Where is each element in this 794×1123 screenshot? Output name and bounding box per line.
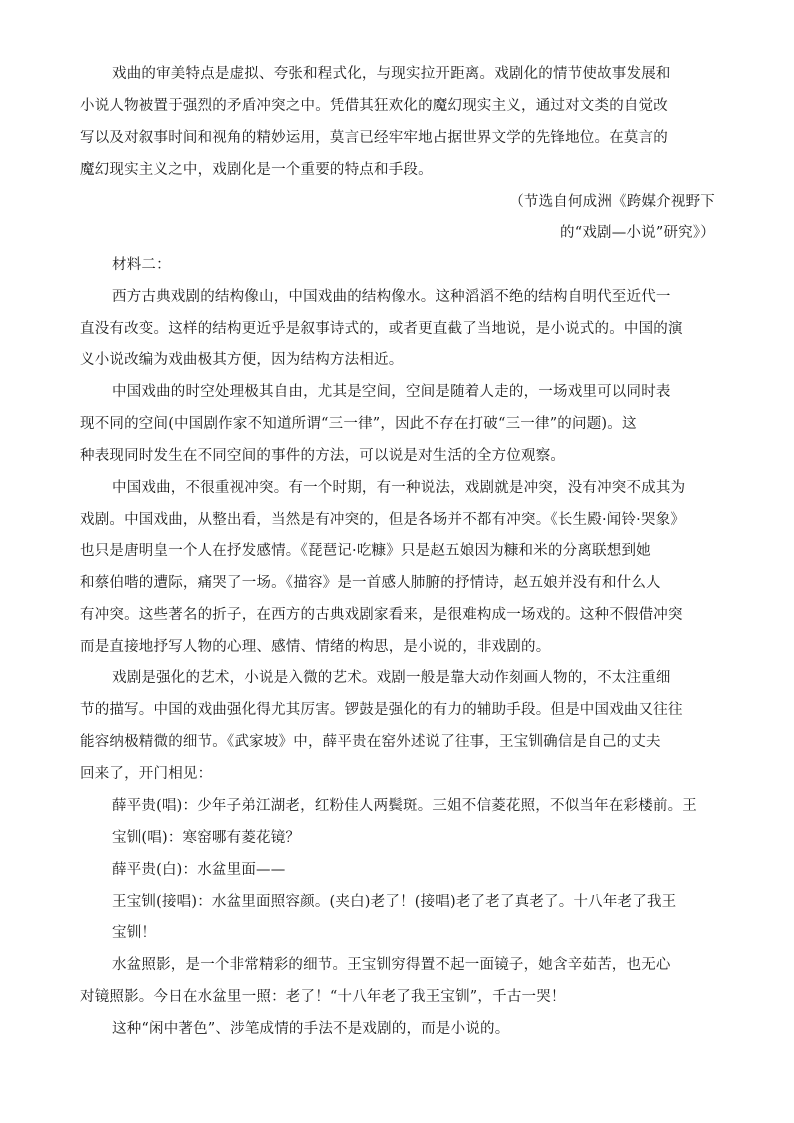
dialogue-line: 王宝钏(接唱)：水盆里面照容颜。(夹白)老了！(接唱)老了老了真老了。十八年老了我王 — [112, 894, 677, 910]
paragraph-line: 义小说改编为戏曲极其方便，因为结构方法相近。 — [80, 352, 404, 368]
paragraph-line: 写以及对叙事时间和视角的精妙运用，莫言已经牢牢地占据世界文学的先锋地位。在莫言的 — [80, 130, 668, 146]
paragraph-line: 节的描写。中国的戏曲强化得尤其厉害。锣鼓是强化的有力的辅助手段。但是中国戏曲又往往 — [80, 702, 683, 718]
dialogue-line: 宝钏！ — [112, 925, 157, 941]
paragraph-line: 现不同的空间(中国剧作家不知道所谓“三一律”，因此不存在打破“三一律”的问题)。这 — [80, 416, 637, 432]
paragraph-line: 也只是唐明皇一个人在抒发感情。《琵琶记·吃糠》只是赵五娘因为糠和米的分离联想到她 — [80, 543, 651, 559]
dialogue-line: 宝钏(唱)：寒窑哪有菱花镜？ — [112, 830, 301, 846]
paragraph-line: 戏剧是强化的艺术，小说是入微的艺术。戏剧一般是靠大动作刻画人物的，不太注重细 — [112, 670, 671, 686]
dialogue-line: 薛平贵(唱)：少年子弟江湖老，红粉佳人两鬓斑。三姐不信菱花照，不似当年在彩楼前。王 — [112, 798, 698, 814]
paragraph-line: 而是直接地抒写人物的心理、感情、情绪的构思，是小说的，非戏剧的。 — [80, 639, 551, 655]
paragraph-line: 西方古典戏剧的结构像山，中国戏曲的结构像水。这种滔滔不绝的结构自明代至近代一 — [112, 289, 671, 305]
paragraph-line: 直没有改变。这样的结构更近乎是叙事诗式的，或者更直截了当地说，是小说式的。中国的演 — [80, 321, 683, 337]
paragraph-line: 中国戏曲的时空处理极其自由，尤其是空间，空间是随着人走的，一场戏里可以同时表 — [112, 384, 671, 400]
paragraph-line: 这种“闲中著色”、涉笔成情的手法不是戏剧的，而是小说的。 — [112, 1021, 510, 1037]
paragraph-line: 能容纳极精微的细节。《武家坡》中，薛平贵在窑外述说了往事，王宝钏确信是自己的丈夫 — [80, 734, 661, 750]
paragraph-line: 回来了，开门相见： — [80, 766, 213, 782]
section-heading: 材料二： — [112, 257, 171, 273]
paragraph-line: 对镜照影。今日在水盆里一照：老了！“十八年老了我王宝钏”，千古一哭！ — [80, 989, 566, 1005]
paragraph-line: 魔幻现实主义之中，戏剧化是一个重要的特点和手段。 — [80, 162, 433, 178]
paragraph-line: 水盆照影，是一个非常精彩的细节。王宝钏穷得置不起一面镜子，她含辛茹苦，也无心 — [112, 957, 671, 973]
paragraph-line: 中国戏曲，不很重视冲突。有一个时期，有一种说法，戏剧就是冲突，没有冲突不成其为 — [112, 480, 686, 496]
paragraph-line: 戏曲的审美特点是虚拟、夸张和程式化，与现实拉开距离。戏剧化的情节使故事发展和 — [112, 66, 671, 82]
source-citation: （节选自何成洲《跨媒介视野下 — [509, 194, 715, 210]
dialogue-line: 薛平贵(白)：水盆里面—— — [112, 862, 286, 878]
paragraph-line: 有冲突。这些著名的折子，在西方的古典戏剧家看来，是很难构成一场戏的。这种不假借冲突 — [80, 607, 683, 623]
paragraph-line: 和蔡伯喈的遭际，痛哭了一场。《描容》是一首感人肺腑的抒情诗，赵五娘并没有和什么人 — [80, 575, 661, 591]
source-citation: 的“戏剧—小说”研究》） — [560, 225, 715, 241]
paragraph-line: 小说人物被置于强烈的矛盾冲突之中。凭借其狂欢化的魔幻现实主义，通过对文类的自觉改 — [80, 98, 668, 114]
paragraph-line: 戏剧。中国戏曲，从整出看，当然是有冲突的，但是各场并不都有冲突。《长生殿·闻铃·哭象》 — [80, 512, 686, 528]
paragraph-line: 种表现同时发生在不同空间的事件的方法，可以说是对生活的全方位观察。 — [80, 448, 566, 464]
